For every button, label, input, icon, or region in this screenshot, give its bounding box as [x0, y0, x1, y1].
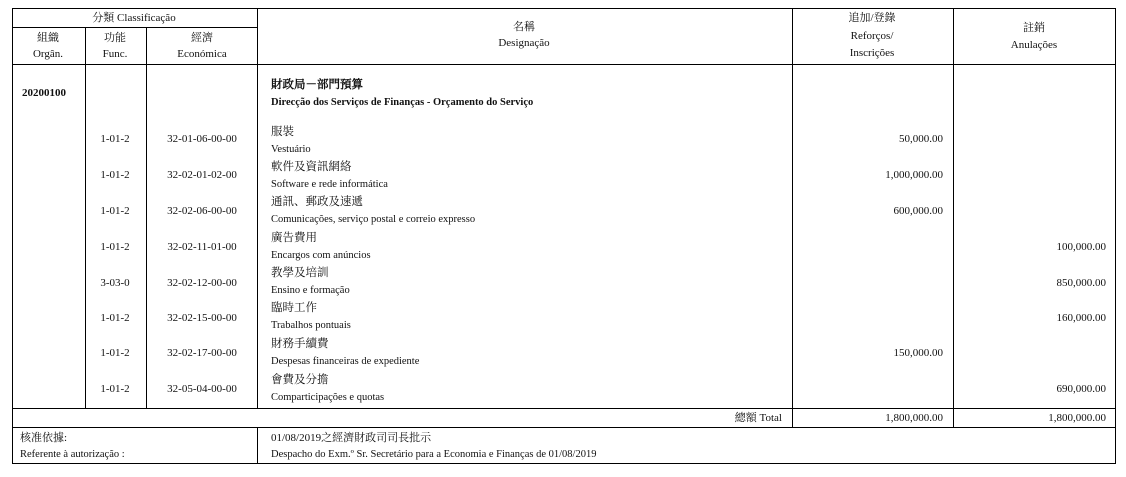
- row-designation-pt: Vestuário: [271, 144, 311, 155]
- reforcos-header-pt2: Inscrições: [849, 47, 895, 59]
- divider: [12, 64, 1116, 65]
- row-econ: 32-01-06-00-00: [167, 133, 237, 145]
- row-anulacao: 100,000.00: [1056, 241, 1106, 253]
- divider: [12, 27, 257, 28]
- row-reforco: 150,000.00: [893, 347, 943, 359]
- row-designation-zh: 財務手續費: [271, 338, 329, 350]
- total-anulacoes: 1,800,000.00: [1048, 412, 1106, 424]
- row-func: 1-01-2: [100, 133, 130, 145]
- row-func: 1-01-2: [100, 241, 130, 253]
- row-func: 1-01-2: [100, 169, 130, 181]
- anulacoes-header-zh: 註銷: [1023, 22, 1045, 34]
- authorization-text-pt: Despacho do Exm.º Sr. Secretário para a Economia e Finanças de 01/08/2019: [271, 449, 597, 460]
- row-func: 1-01-2: [100, 347, 130, 359]
- designation-header-zh: 名稱: [513, 21, 535, 33]
- row-reforco: 600,000.00: [893, 205, 943, 217]
- row-econ: 32-02-11-01-00: [167, 241, 237, 253]
- row-econ: 32-02-12-00-00: [167, 277, 237, 289]
- row-designation-zh: 臨時工作: [271, 302, 317, 314]
- row-func: 1-01-2: [100, 312, 130, 324]
- row-reforco: 50,000.00: [899, 133, 943, 145]
- organ-name-zh: 財政局－部門預算: [271, 79, 363, 91]
- reforcos-header-zh: 追加/登錄: [848, 12, 896, 24]
- row-designation-zh: 廣告費用: [271, 232, 317, 244]
- anulacoes-header-pt: Anulações: [1010, 39, 1058, 51]
- authorization-label-pt: Referente à autorização :: [20, 449, 125, 460]
- classification-header: 分類 Classificação: [92, 12, 176, 24]
- row-econ: 32-02-06-00-00: [167, 205, 237, 217]
- econ-header-pt: Económica: [177, 48, 227, 60]
- table-frame: [12, 8, 1116, 464]
- row-reforco: 1,000,000.00: [885, 169, 943, 181]
- row-designation-pt: Despesas financeiras de expediente: [271, 356, 420, 367]
- divider: [257, 427, 258, 464]
- total-label: 總額 Total: [734, 412, 782, 424]
- row-econ: 32-02-01-02-00: [167, 169, 237, 181]
- row-designation-pt: Trabalhos pontuais: [271, 320, 351, 331]
- row-designation-zh: 軟件及資訊網絡: [271, 161, 352, 173]
- row-anulacao: 160,000.00: [1056, 312, 1106, 324]
- organ-header-zh: 組織: [37, 32, 59, 44]
- row-designation-zh: 教學及培訓: [271, 267, 329, 279]
- divider: [85, 27, 86, 408]
- authorization-label-zh: 核准依據:: [20, 432, 68, 444]
- row-designation-pt: Comparticipações e quotas: [271, 392, 385, 403]
- row-designation-pt: Encargos com anúncios: [271, 250, 371, 261]
- row-designation-pt: Comunicações, serviço postal e correio expresso: [271, 214, 476, 225]
- row-designation-zh: 服裝: [271, 126, 294, 138]
- divider: [12, 427, 1116, 428]
- econ-header-zh: 經濟: [191, 32, 213, 44]
- row-designation-zh: 通訊、郵政及速遞: [271, 196, 363, 208]
- func-header-pt: Func.: [102, 48, 128, 60]
- row-designation-pt: Software e rede informática: [271, 179, 388, 190]
- row-econ: 32-02-15-00-00: [167, 312, 237, 324]
- authorization-text-zh: 01/08/2019之經濟財政司司長批示: [271, 432, 432, 444]
- divider: [12, 408, 1116, 409]
- divider: [792, 8, 793, 427]
- total-reforcos: 1,800,000.00: [885, 412, 943, 424]
- organ-code: 20200100: [22, 87, 66, 99]
- row-econ: 32-02-17-00-00: [167, 347, 237, 359]
- divider: [257, 8, 258, 408]
- row-anulacao: 850,000.00: [1056, 277, 1106, 289]
- designation-header-pt: Designação: [498, 37, 550, 49]
- row-econ: 32-05-04-00-00: [167, 383, 237, 395]
- row-designation-zh: 會費及分擔: [271, 374, 329, 386]
- row-anulacao: 690,000.00: [1056, 383, 1106, 395]
- divider: [953, 8, 954, 427]
- organ-header-pt: Orgân.: [32, 48, 64, 60]
- row-func: 3-03-0: [100, 277, 130, 289]
- row-designation-pt: Ensino e formação: [271, 285, 350, 296]
- divider: [146, 27, 147, 408]
- organ-name-pt: Direcção dos Serviços de Finanças - Orçamento do Serviço: [271, 97, 534, 108]
- func-header-zh: 功能: [104, 32, 126, 44]
- row-func: 1-01-2: [100, 383, 130, 395]
- row-func: 1-01-2: [100, 205, 130, 217]
- reforcos-header-pt1: Reforços/: [850, 30, 894, 42]
